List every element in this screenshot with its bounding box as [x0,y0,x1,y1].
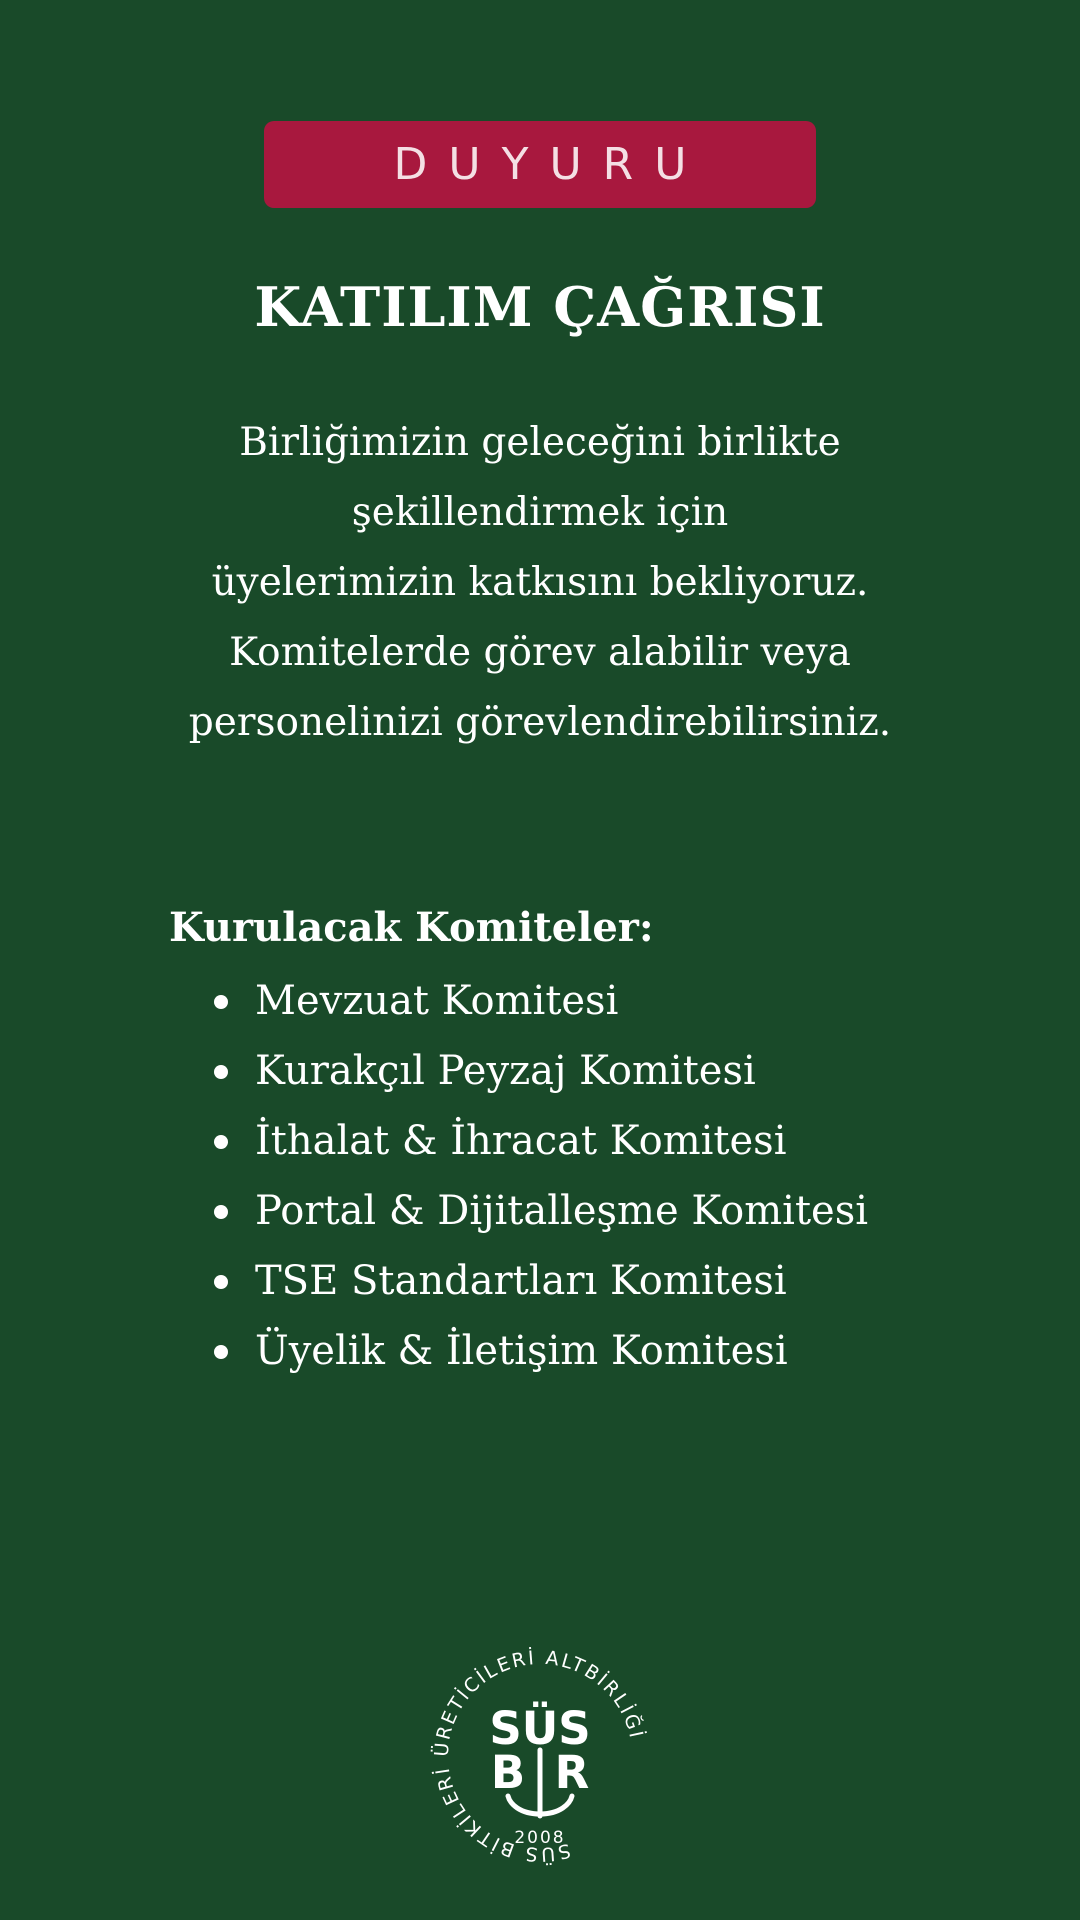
intro-line: Komitelerde görev alabilir veya [229,630,851,675]
list-item: TSE Standartları Komitesi [210,1246,868,1316]
intro-text [140,408,940,758]
page-title: KATILIM ÇAĞRISI [254,275,826,339]
list-item: Mevzuat Komitesi [210,966,868,1036]
list-item: Kurakçıl Peyzaj Komitesi [210,1036,868,1106]
committees-heading: Kurulacak Komiteler: [169,904,654,951]
list-item: İthalat & İhracat Komitesi [210,1106,868,1176]
list-item: Üyelik & İletişim Komitesi [210,1316,868,1386]
logo-ring-text: SÜS BİTKİLERİ ÜRETİCİLERİ ALTBİRLİĞİ [430,1646,648,1866]
organization-logo [430,1646,650,1866]
logo-top-letters: SÜS [489,1702,591,1755]
announcement-badge-label: DUYURU [393,139,708,190]
announcement-badge [264,121,816,208]
list-item: Portal & Dijitalleşme Komitesi [210,1176,868,1246]
intro-line: üyelerimizin katkısını bekliyoruz. [211,560,869,605]
logo-year: 2008 [514,1828,566,1848]
intro-line: personelinizi görevlendirebilirsiniz. [188,700,892,745]
logo-letter-b: B [490,1746,526,1799]
intro-line: Birliğimizin geleceğini birlikte [239,420,841,465]
logo-letter-r: R [554,1746,590,1799]
committee-list [210,966,868,1386]
intro-line: şekillendirmek için [351,490,729,535]
